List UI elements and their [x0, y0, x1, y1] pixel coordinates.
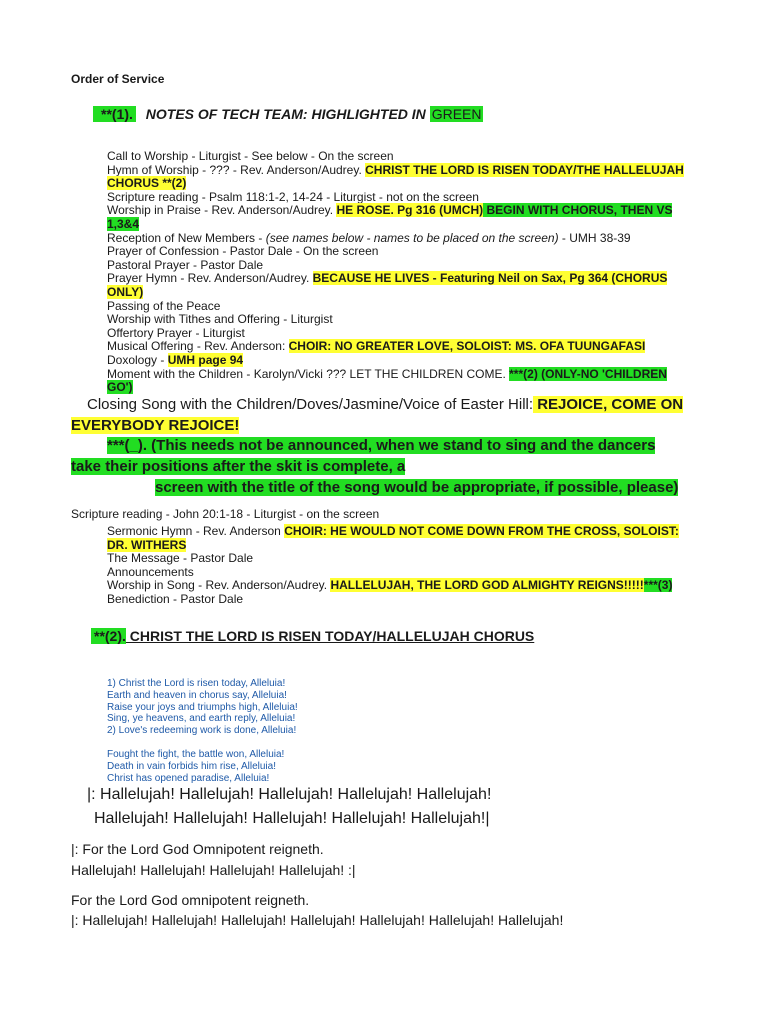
service-row: ONLY)	[107, 284, 144, 299]
green-note-line-1: ***(_). (This needs not be announced, when we stand to sing and the dancers	[107, 437, 656, 454]
service-row: DR. WITHERS	[107, 537, 187, 552]
hymn-lyrics-verse-1	[107, 678, 298, 737]
lyric-line: Earth and heaven in chorus say, Alleluia!	[107, 689, 287, 701]
lyric-line: Death in vain forbids him rise, Alleluia!	[107, 760, 276, 772]
service-row: Offertory Prayer - Liturgist	[107, 325, 245, 340]
service-row: The Message - Pastor Dale	[107, 551, 254, 566]
closing-song-line: Closing Song with the Children/Doves/Jasmine/Voice of Easter Hill: REJOICE, COME ON	[87, 396, 684, 413]
tech-note-prefix: **(1).	[93, 106, 136, 122]
service-row: Sermonic Hymn - Rev. Anderson CHOIR: HE WOULD NOT COME DOWN FROM THE CROSS, SOLOIST:	[107, 524, 679, 538]
lyric-line: 1) Christ the Lord is risen today, Alleluia!	[107, 678, 286, 689]
green-note-line-2: take their positions after the skit is complete, a	[71, 458, 406, 475]
closing-song-line-2: EVERYBODY REJOICE!	[71, 417, 240, 434]
lyric-line: Christ has opened paradise, Alleluia!	[107, 772, 270, 784]
service-row: Moment with the Children - Karolyn/Vicki ??? LET THE CHILDREN COME. ***(2) (ONLY-NO 'CHILDREN	[107, 366, 667, 381]
service-row: Benediction - Pastor Dale	[107, 591, 244, 606]
hallelujah-line-2: Hallelujah! Hallelujah! Hallelujah! Hallelujah! Hallelujah!|	[94, 810, 490, 827]
service-row: Scripture reading - Psalm 118:1-2, 14-24 - Liturgist - not on the screen	[107, 189, 479, 204]
scripture-reading-john: Scripture reading - John 20:1-18 - Liturgist - on the screen	[71, 507, 380, 521]
service-list-b	[107, 525, 679, 607]
service-list-a	[107, 150, 684, 395]
tech-team-note	[93, 106, 483, 122]
tech-note-green-word: GREEN	[431, 106, 482, 122]
lyric-line: 2) Love's redeeming work is done, Alleluia!	[107, 725, 297, 737]
section-2-heading: **(2). CHRIST THE LORD IS RISEN TODAY/HALLELUJAH CHORUS	[91, 628, 534, 644]
omnipotent-b-line-1: For the Lord God omnipotent reigneth.	[71, 892, 310, 908]
service-row: Worship with Tithes and Offering - Liturgist	[107, 312, 333, 327]
service-row: Prayer of Confession - Pastor Dale - On the screen	[107, 244, 379, 259]
lyric-line: Raise your joys and triumphs high, Alleluia!	[107, 701, 298, 713]
service-row: Pastoral Prayer - Pastor Dale	[107, 257, 264, 272]
service-row: Prayer Hymn - Rev. Anderson/Audrey. BECAUSE HE LIVES - Featuring Neil on Sax, Pg 364 (CHORUS	[107, 271, 668, 286]
service-row: Passing of the Peace	[107, 298, 221, 313]
service-row: Hymn of Worship - ??? - Rev. Anderson/Audrey. CHRIST THE LORD IS RISEN TODAY/THE HALLELUJAH	[107, 162, 684, 177]
hallelujah-line-1: |: Hallelujah! Hallelujah! Hallelujah! Hallelujah! Hallelujah!	[87, 786, 492, 803]
service-row: Musical Offering - Rev. Anderson: CHOIR: NO GREATER LOVE, SOLOIST: MS. OFA TUUNGAFASI	[107, 339, 646, 354]
lyric-line: Fought the fight, the battle won, Alleluia!	[107, 749, 285, 760]
service-row: 1,3&4	[107, 216, 140, 231]
service-row: Reception of New Members - (see names below - names to be placed on the screen) - UMH 38-39	[107, 230, 631, 245]
service-row: Call to Worship - Liturgist - See below - On the screen	[107, 149, 394, 163]
service-row: Doxology - UMH page 94	[107, 352, 244, 367]
service-row: Worship in Praise - Rev. Anderson/Audrey. HE ROSE. Pg 316 (UMCH) BEGIN WITH CHORUS, THEN VS	[107, 203, 673, 218]
service-row: Announcements	[107, 564, 194, 579]
omnipotent-b-line-2: |: Hallelujah! Hallelujah! Hallelujah! Hallelujah! Hallelujah! Hallelujah! Hallelujah!	[71, 912, 564, 928]
lyric-line: Sing, ye heavens, and earth reply, Alleluia!	[107, 713, 296, 725]
service-row: GO')	[107, 380, 133, 395]
omnipotent-line-2: Hallelujah! Hallelujah! Hallelujah! Hallelujah! :|	[71, 862, 356, 878]
omnipotent-line-1: |: For the Lord God Omnipotent reigneth.	[71, 841, 324, 857]
tech-note-text: NOTES OF TECH TEAM: HIGHLIGHTED IN	[145, 106, 426, 122]
document-title: Order of Service	[71, 72, 165, 86]
green-note-line-3: screen with the title of the song would be appropriate, if possible, please)	[155, 479, 679, 496]
service-row: Worship in Song - Rev. Anderson/Audrey. HALLELUJAH, THE LORD GOD ALMIGHTY REIGNS!!!!!***(3)	[107, 578, 673, 593]
hymn-lyrics-verse-2	[107, 749, 284, 784]
service-row: CHORUS **(2)	[107, 176, 187, 191]
